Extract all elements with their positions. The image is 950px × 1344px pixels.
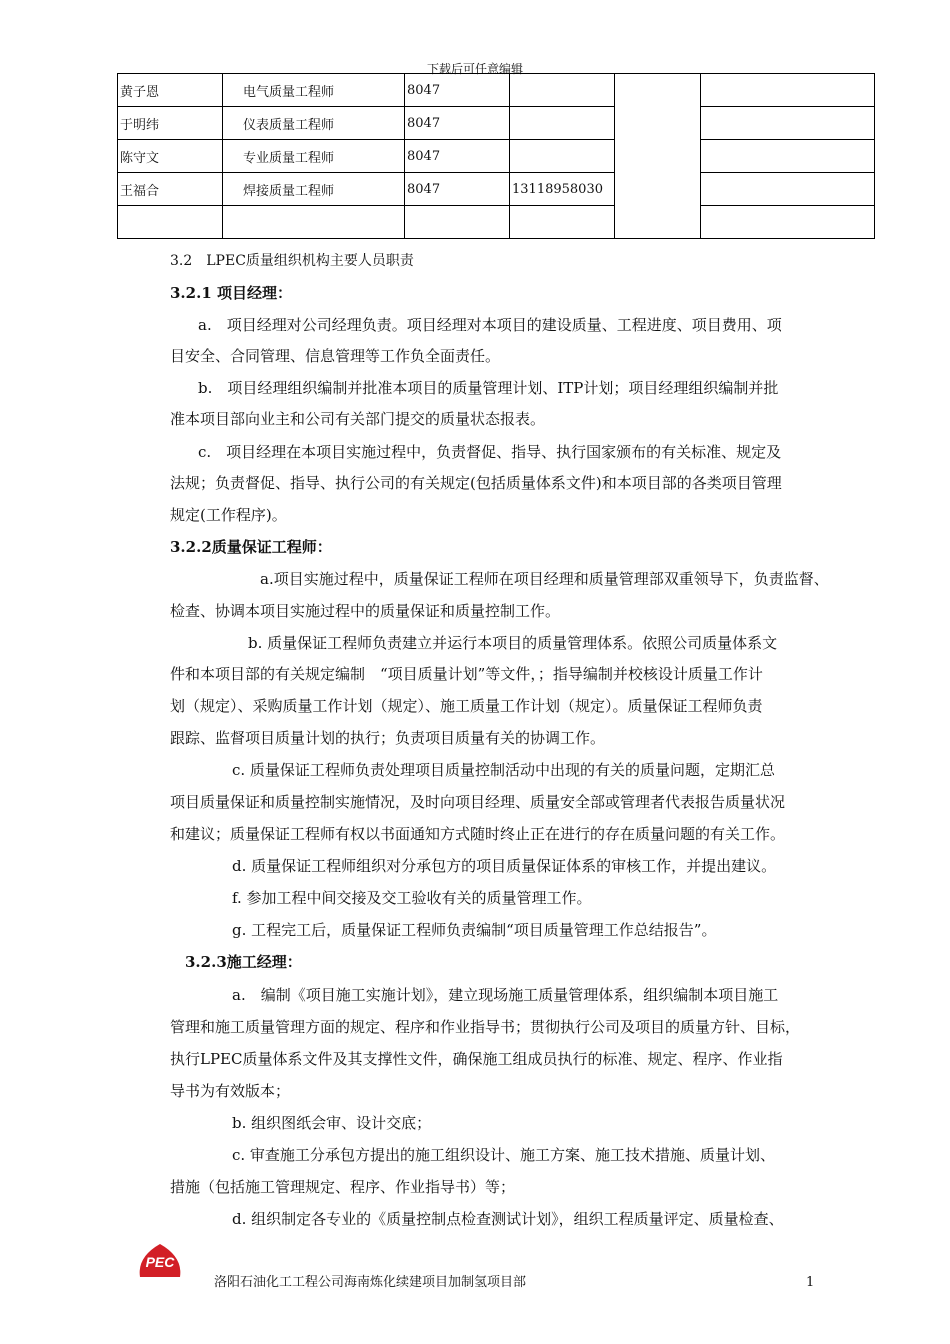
name-cell: 于明纬 xyxy=(118,107,223,140)
section-heading: 3.2 LPEC质量组织机构主要人员职责 xyxy=(170,253,414,269)
empty-cell xyxy=(223,206,405,239)
empty-cell xyxy=(701,107,875,140)
paragraph-line: 法规；负责督促、指导、执行公司的有关规定(包括质量体系文件)和本项目部的各类项目管理 xyxy=(170,474,782,492)
svg-text:PEC: PEC xyxy=(145,1254,175,1270)
footer-company: 洛阳石油化工工程公司海南炼化续建项目加制氢项目部 xyxy=(214,1275,527,1290)
paragraph-line: 准本项目部向业主和公司有关部门提交的质量状态报表。 xyxy=(170,410,546,428)
paragraph-line: 导书为有效版本； xyxy=(170,1082,291,1100)
empty-cell xyxy=(701,74,875,107)
table-row xyxy=(118,140,875,173)
name-cell: 王福合 xyxy=(118,173,223,206)
paragraph-line: 检查、协调本项目实施过程中的质量保证和质量控制工作。 xyxy=(170,602,561,620)
paragraph-line: 管理和施工质量管理方面的规定、程序和作业指导书；贯彻执行公司及项目的质量方针、目标， xyxy=(170,1018,801,1036)
empty-cell xyxy=(701,173,875,206)
role-cell: 仪表质量工程师 xyxy=(223,107,405,140)
table-row xyxy=(118,206,875,239)
subsection-heading: 3.2.1 项目经理： xyxy=(170,284,292,302)
empty-cell xyxy=(118,206,223,239)
role-cell: 专业质量工程师 xyxy=(223,140,405,173)
role-cell: 焊接质量工程师 xyxy=(223,173,405,206)
table-row xyxy=(118,74,875,107)
paragraph-line: a. 编制《项目施工实施计划》，建立现场施工质量管理体系，组织编制本项目施工 xyxy=(232,986,779,1004)
paragraph-line: b. 质量保证工程师负责建立并运行本项目的质量管理体系。依照公司质量体系文 xyxy=(248,634,778,652)
paragraph-line: a.项目实施过程中，质量保证工程师在项目经理和质量管理部双重领导下，负责监督、 xyxy=(260,570,829,588)
paragraph-line: f. 参加工程中间交接及交工验收有关的质量管理工作。 xyxy=(232,889,592,907)
paragraph-line: 执行LPEC质量体系文件及其支撑性文件，确保施工组成员执行的标准、规定、程序、作业指 xyxy=(170,1050,783,1068)
paragraph-line: 划（规定）、采购质量工作计划（规定）、施工质量工作计划（规定）。质量保证工程师负责 xyxy=(170,697,763,715)
phone-cell: 13118958030 xyxy=(510,173,615,206)
paragraph-line: b. 项目经理组织编制并批准本项目的质量管理计划、ITP计划；项目经理组织编制并批 xyxy=(198,379,779,397)
name-cell: 陈守文 xyxy=(118,140,223,173)
subsection-heading: 3.2.2质量保证工程师： xyxy=(170,538,332,556)
empty-cell xyxy=(701,140,875,173)
role-cell: 电气质量工程师 xyxy=(223,74,405,107)
ext-cell: 8047 xyxy=(405,140,510,173)
empty-cell xyxy=(405,206,510,239)
phone-cell xyxy=(510,107,615,140)
paragraph-line: 和建议；质量保证工程师有权以书面通知方式随时终止正在进行的存在质量问题的有关工作。 xyxy=(170,825,786,843)
paragraph-line: d. 组织制定各专业的《质量控制点检查测试计划》，组织工程质量评定、质量检查、 xyxy=(232,1210,784,1228)
page-header-note: 下载后可任意编辑 xyxy=(426,62,523,76)
table-row xyxy=(118,107,875,140)
paragraph-line: g. 工程完工后，质量保证工程师负责编制“项目质量管理工作总结报告”。 xyxy=(232,921,717,939)
paragraph-line: 目安全、合同管理、信息管理等工作负全面责任。 xyxy=(170,347,501,365)
empty-cell xyxy=(510,206,615,239)
paragraph-line: b. 组织图纸会审、设计交底； xyxy=(232,1114,432,1132)
subsection-heading: 3.2.3施工经理： xyxy=(185,953,302,971)
table-row xyxy=(118,173,875,206)
phone-cell xyxy=(510,140,615,173)
paragraph-line: 件和本项目部的有关规定编制 “项目质量计划”等文件，；指导编制并校核设计质量工作计 xyxy=(170,665,763,683)
merged-cell xyxy=(615,74,701,239)
staff-table xyxy=(117,73,875,239)
paragraph-line: c. 项目经理在本项目实施过程中，负责督促、指导、执行国家颁布的有关标准、规定及 xyxy=(198,443,782,461)
paragraph-line: a. 项目经理对公司经理负责。项目经理对本项目的建设质量、工程进度、项目费用、项 xyxy=(198,316,782,334)
ext-cell: 8047 xyxy=(405,74,510,107)
ext-cell: 8047 xyxy=(405,107,510,140)
paragraph-line: 措施（包括施工管理规定、程序、作业指导书）等； xyxy=(170,1178,516,1196)
paragraph-line: d. 质量保证工程师组织对分承包方的项目质量保证体系的审核工作，并提出建议。 xyxy=(232,857,777,875)
paragraph-line: 规定(工作程序)。 xyxy=(170,506,287,524)
name-cell: 黄子恩 xyxy=(118,74,223,107)
phone-cell xyxy=(510,74,615,107)
paragraph-line: c. 审查施工分承包方提出的施工组织设计、施工方案、施工技术措施、质量计划、 xyxy=(232,1146,775,1164)
ext-cell: 8047 xyxy=(405,173,510,206)
page-number: 1 xyxy=(806,1275,815,1290)
paragraph-line: 跟踪、监督项目质量计划的执行；负责项目质量有关的协调工作。 xyxy=(170,729,606,747)
empty-cell xyxy=(701,206,875,239)
pec-logo-icon xyxy=(136,1243,184,1279)
paragraph-line: c. 质量保证工程师负责处理项目质量控制活动中出现的有关的质量问题，定期汇总 xyxy=(232,761,775,779)
paragraph-line: 项目质量保证和质量控制实施情况，及时向项目经理、质量安全部或管理者代表报告质量状况 xyxy=(170,793,786,811)
